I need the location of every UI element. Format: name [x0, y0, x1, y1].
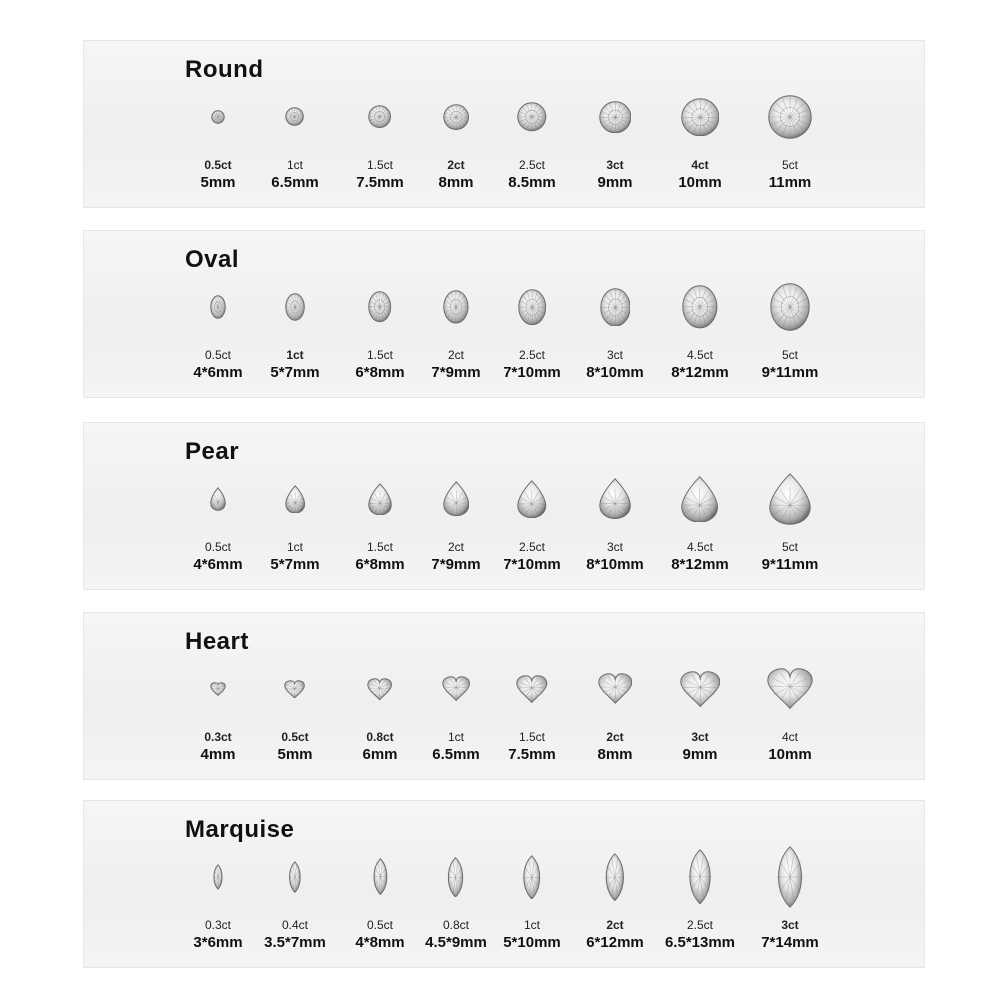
dimension-mm: 5*7mm — [270, 364, 320, 381]
oval-stone-icon — [770, 283, 810, 331]
oval-stone-icon — [600, 288, 631, 327]
oval-stone-icon — [210, 295, 226, 319]
dimension-mm: 8mm — [597, 746, 633, 763]
dimension-mm: 4mm — [200, 746, 236, 763]
size-label — [567, 918, 663, 952]
dimension-mm: 11mm — [768, 174, 812, 191]
carat-weight: 3ct — [606, 158, 624, 172]
carat-weight: 0.5ct — [204, 348, 231, 362]
pear-stone-icon — [517, 480, 547, 519]
size-label — [652, 730, 748, 764]
size-label — [567, 730, 663, 764]
dimension-mm: 3.5*7mm — [264, 934, 326, 951]
size-label — [742, 730, 838, 764]
dimension-mm: 8*10mm — [586, 364, 644, 381]
pear-stone-icon — [769, 473, 811, 525]
size-label — [652, 158, 748, 192]
carat-weight: 2.5ct — [686, 918, 713, 932]
round-stone-icon — [285, 107, 304, 126]
size-label — [484, 158, 580, 192]
dimension-mm: 7*14mm — [761, 934, 819, 951]
carat-weight: 1ct — [447, 730, 464, 744]
carat-weight: 4.5ct — [686, 348, 713, 362]
dimension-mm: 7*10mm — [503, 364, 561, 381]
carat-weight: 2ct — [447, 158, 465, 172]
size-label — [484, 730, 580, 764]
size-label — [567, 540, 663, 574]
carat-weight: 1.5ct — [518, 730, 545, 744]
oval-stone-icon — [682, 285, 718, 329]
dimension-mm: 8*10mm — [586, 556, 644, 573]
carat-weight: 1.5ct — [366, 348, 393, 362]
round-stone-icon — [768, 95, 812, 139]
size-label — [652, 918, 748, 952]
size-label — [567, 158, 663, 192]
carat-weight: 5ct — [781, 540, 798, 554]
carat-weight: 1ct — [523, 918, 540, 932]
carat-weight: 3ct — [606, 540, 623, 554]
carat-weight: 5ct — [781, 158, 798, 172]
carat-weight: 4ct — [691, 158, 709, 172]
dimension-mm: 7*10mm — [503, 556, 561, 573]
dimension-mm: 4*6mm — [193, 364, 243, 381]
carat-weight: 2ct — [606, 918, 624, 932]
dimension-mm: 9*11mm — [761, 364, 819, 381]
size-label — [247, 730, 343, 764]
carat-weight: 4ct — [781, 730, 798, 744]
size-label — [567, 348, 663, 382]
shape-panel-round — [83, 40, 925, 208]
carat-weight: 3ct — [606, 348, 623, 362]
panel-title: Round — [185, 56, 264, 83]
marquise-stone-icon — [602, 853, 628, 901]
dimension-mm: 9mm — [597, 174, 633, 191]
carat-weight: 2ct — [606, 730, 624, 744]
dimension-mm: 9mm — [682, 746, 718, 763]
dimension-mm: 7*9mm — [431, 364, 481, 381]
oval-stone-icon — [443, 290, 469, 324]
size-label — [652, 540, 748, 574]
carat-weight: 1.5ct — [366, 540, 393, 554]
pear-stone-icon — [443, 481, 470, 516]
size-label — [742, 918, 838, 952]
dimension-mm: 10mm — [768, 746, 812, 763]
marquise-stone-icon — [371, 858, 390, 895]
marquise-stone-icon — [287, 861, 303, 893]
dimension-mm: 7*9mm — [431, 556, 481, 573]
round-stone-icon — [211, 110, 225, 124]
oval-stone-icon — [285, 293, 305, 321]
size-label — [742, 158, 838, 192]
size-label — [247, 158, 343, 192]
pear-stone-icon — [285, 485, 305, 514]
round-stone-icon — [517, 102, 547, 132]
dimension-mm: 6.5mm — [432, 746, 480, 763]
carat-weight: 0.5ct — [366, 918, 393, 932]
dimension-mm: 8.5mm — [508, 174, 556, 191]
carat-weight: 3ct — [691, 730, 709, 744]
carat-weight: 5ct — [781, 348, 798, 362]
dimension-mm: 6*8mm — [355, 364, 405, 381]
dimension-mm: 8mm — [438, 174, 474, 191]
pear-stone-icon — [681, 476, 718, 523]
heart-stone-icon — [367, 678, 392, 701]
marquise-stone-icon — [685, 849, 715, 905]
dimension-mm: 5mm — [200, 174, 236, 191]
marquise-stone-icon — [773, 846, 807, 908]
carat-weight: 2.5ct — [518, 158, 545, 172]
carat-weight: 0.8ct — [442, 918, 469, 932]
panel-title: Marquise — [185, 816, 295, 843]
pear-stone-icon — [210, 487, 226, 511]
dimension-mm: 10mm — [678, 174, 722, 191]
carat-weight: 2.5ct — [518, 348, 545, 362]
carat-weight: 1ct — [286, 540, 303, 554]
dimension-mm: 6.5mm — [271, 174, 319, 191]
dimension-mm: 5*7mm — [270, 556, 320, 573]
dimension-mm: 4*8mm — [355, 934, 405, 951]
size-label — [484, 918, 580, 952]
dimension-mm: 8*12mm — [671, 364, 729, 381]
dimension-mm: 6*12mm — [586, 934, 644, 951]
dimension-mm: 5*10mm — [503, 934, 561, 951]
carat-weight: 1ct — [286, 158, 303, 172]
dimension-mm: 9*11mm — [761, 556, 819, 573]
size-label — [652, 348, 748, 382]
dimension-mm: 3*6mm — [193, 934, 243, 951]
carat-weight: 4.5ct — [686, 540, 713, 554]
carat-weight: 1.5ct — [366, 158, 393, 172]
dimension-mm: 7.5mm — [508, 746, 556, 763]
marquise-stone-icon — [212, 864, 224, 890]
carat-weight: 0.5ct — [281, 730, 309, 744]
carat-weight: 0.4ct — [281, 918, 308, 932]
round-stone-icon — [368, 105, 391, 128]
carat-weight: 0.5ct — [204, 158, 232, 172]
dimension-mm: 4*6mm — [193, 556, 243, 573]
heart-stone-icon — [680, 671, 721, 708]
dimension-mm: 7.5mm — [356, 174, 404, 191]
dimension-mm: 6.5*13mm — [664, 934, 736, 951]
round-stone-icon — [681, 98, 720, 137]
heart-stone-icon — [284, 680, 305, 699]
shape-panel-heart — [83, 612, 925, 780]
carat-weight: 0.3ct — [204, 918, 231, 932]
marquise-stone-icon — [445, 857, 466, 898]
dimension-mm: 5mm — [277, 746, 313, 763]
carat-weight: 0.5ct — [204, 540, 231, 554]
carat-weight: 2ct — [447, 348, 464, 362]
size-label — [742, 348, 838, 382]
panel-title: Oval — [185, 246, 240, 273]
shape-panel-marquise — [83, 800, 925, 968]
pear-stone-icon — [599, 478, 631, 519]
carat-weight: 1ct — [286, 348, 304, 362]
carat-weight: 2.5ct — [518, 540, 545, 554]
shape-panel-pear — [83, 422, 925, 590]
carat-weight: 2ct — [447, 540, 464, 554]
carat-weight: 3ct — [781, 918, 799, 932]
size-label — [742, 540, 838, 574]
heart-stone-icon — [442, 676, 470, 701]
dimension-mm: 6mm — [362, 746, 398, 763]
size-label — [484, 348, 580, 382]
size-label — [484, 540, 580, 574]
heart-stone-icon — [598, 673, 633, 704]
panel-title: Pear — [185, 438, 240, 465]
size-label — [247, 918, 343, 952]
dimension-mm: 6*8mm — [355, 556, 405, 573]
size-label — [247, 540, 343, 574]
round-stone-icon — [443, 104, 469, 130]
marquise-stone-icon — [520, 855, 543, 900]
panel-title: Heart — [185, 628, 249, 655]
dimension-mm: 4.5*9mm — [425, 934, 487, 951]
pear-stone-icon — [368, 483, 392, 516]
oval-stone-icon — [368, 291, 391, 322]
round-stone-icon — [599, 101, 632, 134]
shape-panel-oval — [83, 230, 925, 398]
carat-weight: 0.8ct — [366, 730, 394, 744]
oval-stone-icon — [518, 289, 546, 325]
carat-weight: 0.3ct — [204, 730, 232, 744]
heart-stone-icon — [767, 668, 813, 709]
dimension-mm: 8*12mm — [671, 556, 729, 573]
size-label — [247, 348, 343, 382]
heart-stone-icon — [210, 682, 226, 696]
heart-stone-icon — [516, 675, 548, 703]
